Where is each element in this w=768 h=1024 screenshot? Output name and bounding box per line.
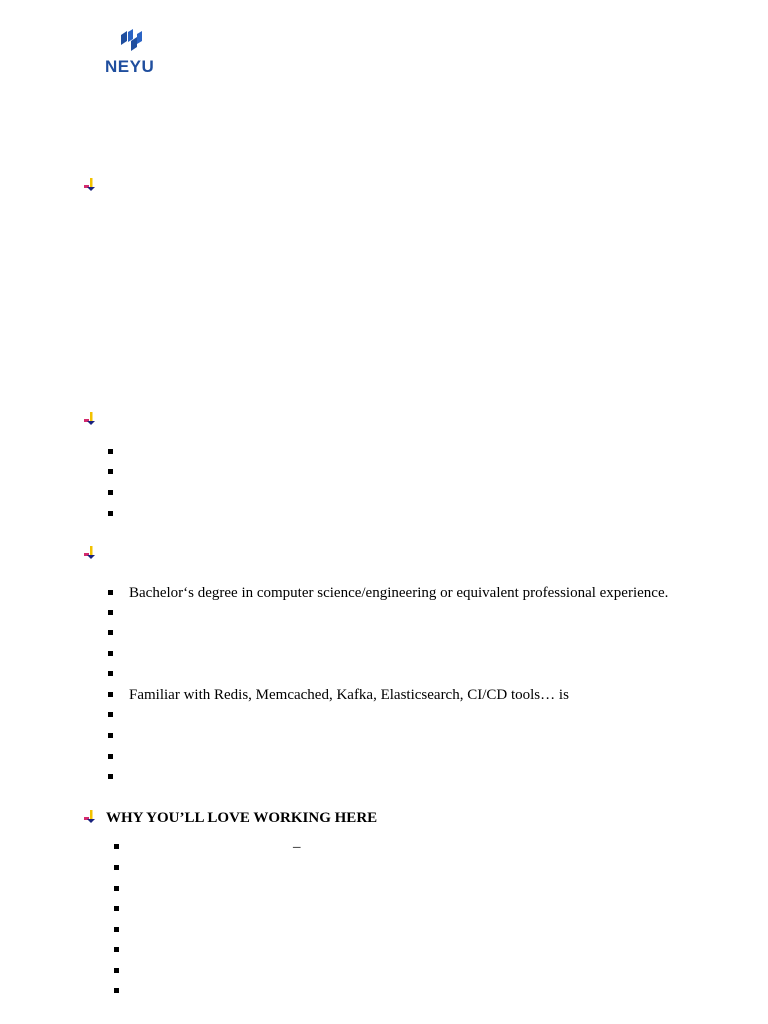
square-bullet-icon xyxy=(108,754,113,759)
square-bullet-icon xyxy=(114,927,119,932)
arrow-bullet-icon xyxy=(84,412,98,426)
square-bullet-icon xyxy=(114,968,119,973)
logo-text: NEYU xyxy=(105,57,155,76)
square-bullet-icon xyxy=(108,511,113,516)
square-bullet-icon xyxy=(108,692,113,697)
square-bullet-icon xyxy=(108,630,113,635)
square-bullet-icon xyxy=(108,774,113,779)
neyu-logo-icon xyxy=(118,28,144,52)
benefit-dash: – xyxy=(293,839,301,855)
square-bullet-icon xyxy=(108,490,113,495)
square-bullet-icon xyxy=(108,651,113,656)
square-bullet-icon xyxy=(108,671,113,676)
square-bullet-icon xyxy=(108,733,113,738)
square-bullet-icon xyxy=(114,988,119,993)
square-bullet-icon xyxy=(108,449,113,454)
square-bullet-icon xyxy=(108,469,113,474)
company-logo xyxy=(100,28,164,78)
square-bullet-icon xyxy=(114,886,119,891)
section-heading-text: WHY YOU’LL LOVE WORKING HERE xyxy=(106,810,378,826)
arrow-bullet-icon xyxy=(84,178,98,192)
arrow-bullet-icon xyxy=(84,810,98,824)
square-bullet-icon xyxy=(108,590,113,595)
square-bullet-icon xyxy=(108,610,113,615)
square-bullet-icon xyxy=(114,865,119,870)
square-bullet-icon xyxy=(114,947,119,952)
square-bullet-icon xyxy=(114,844,119,849)
square-bullet-icon xyxy=(114,906,119,911)
square-bullet-icon xyxy=(108,712,113,717)
arrow-bullet-icon xyxy=(84,546,98,560)
